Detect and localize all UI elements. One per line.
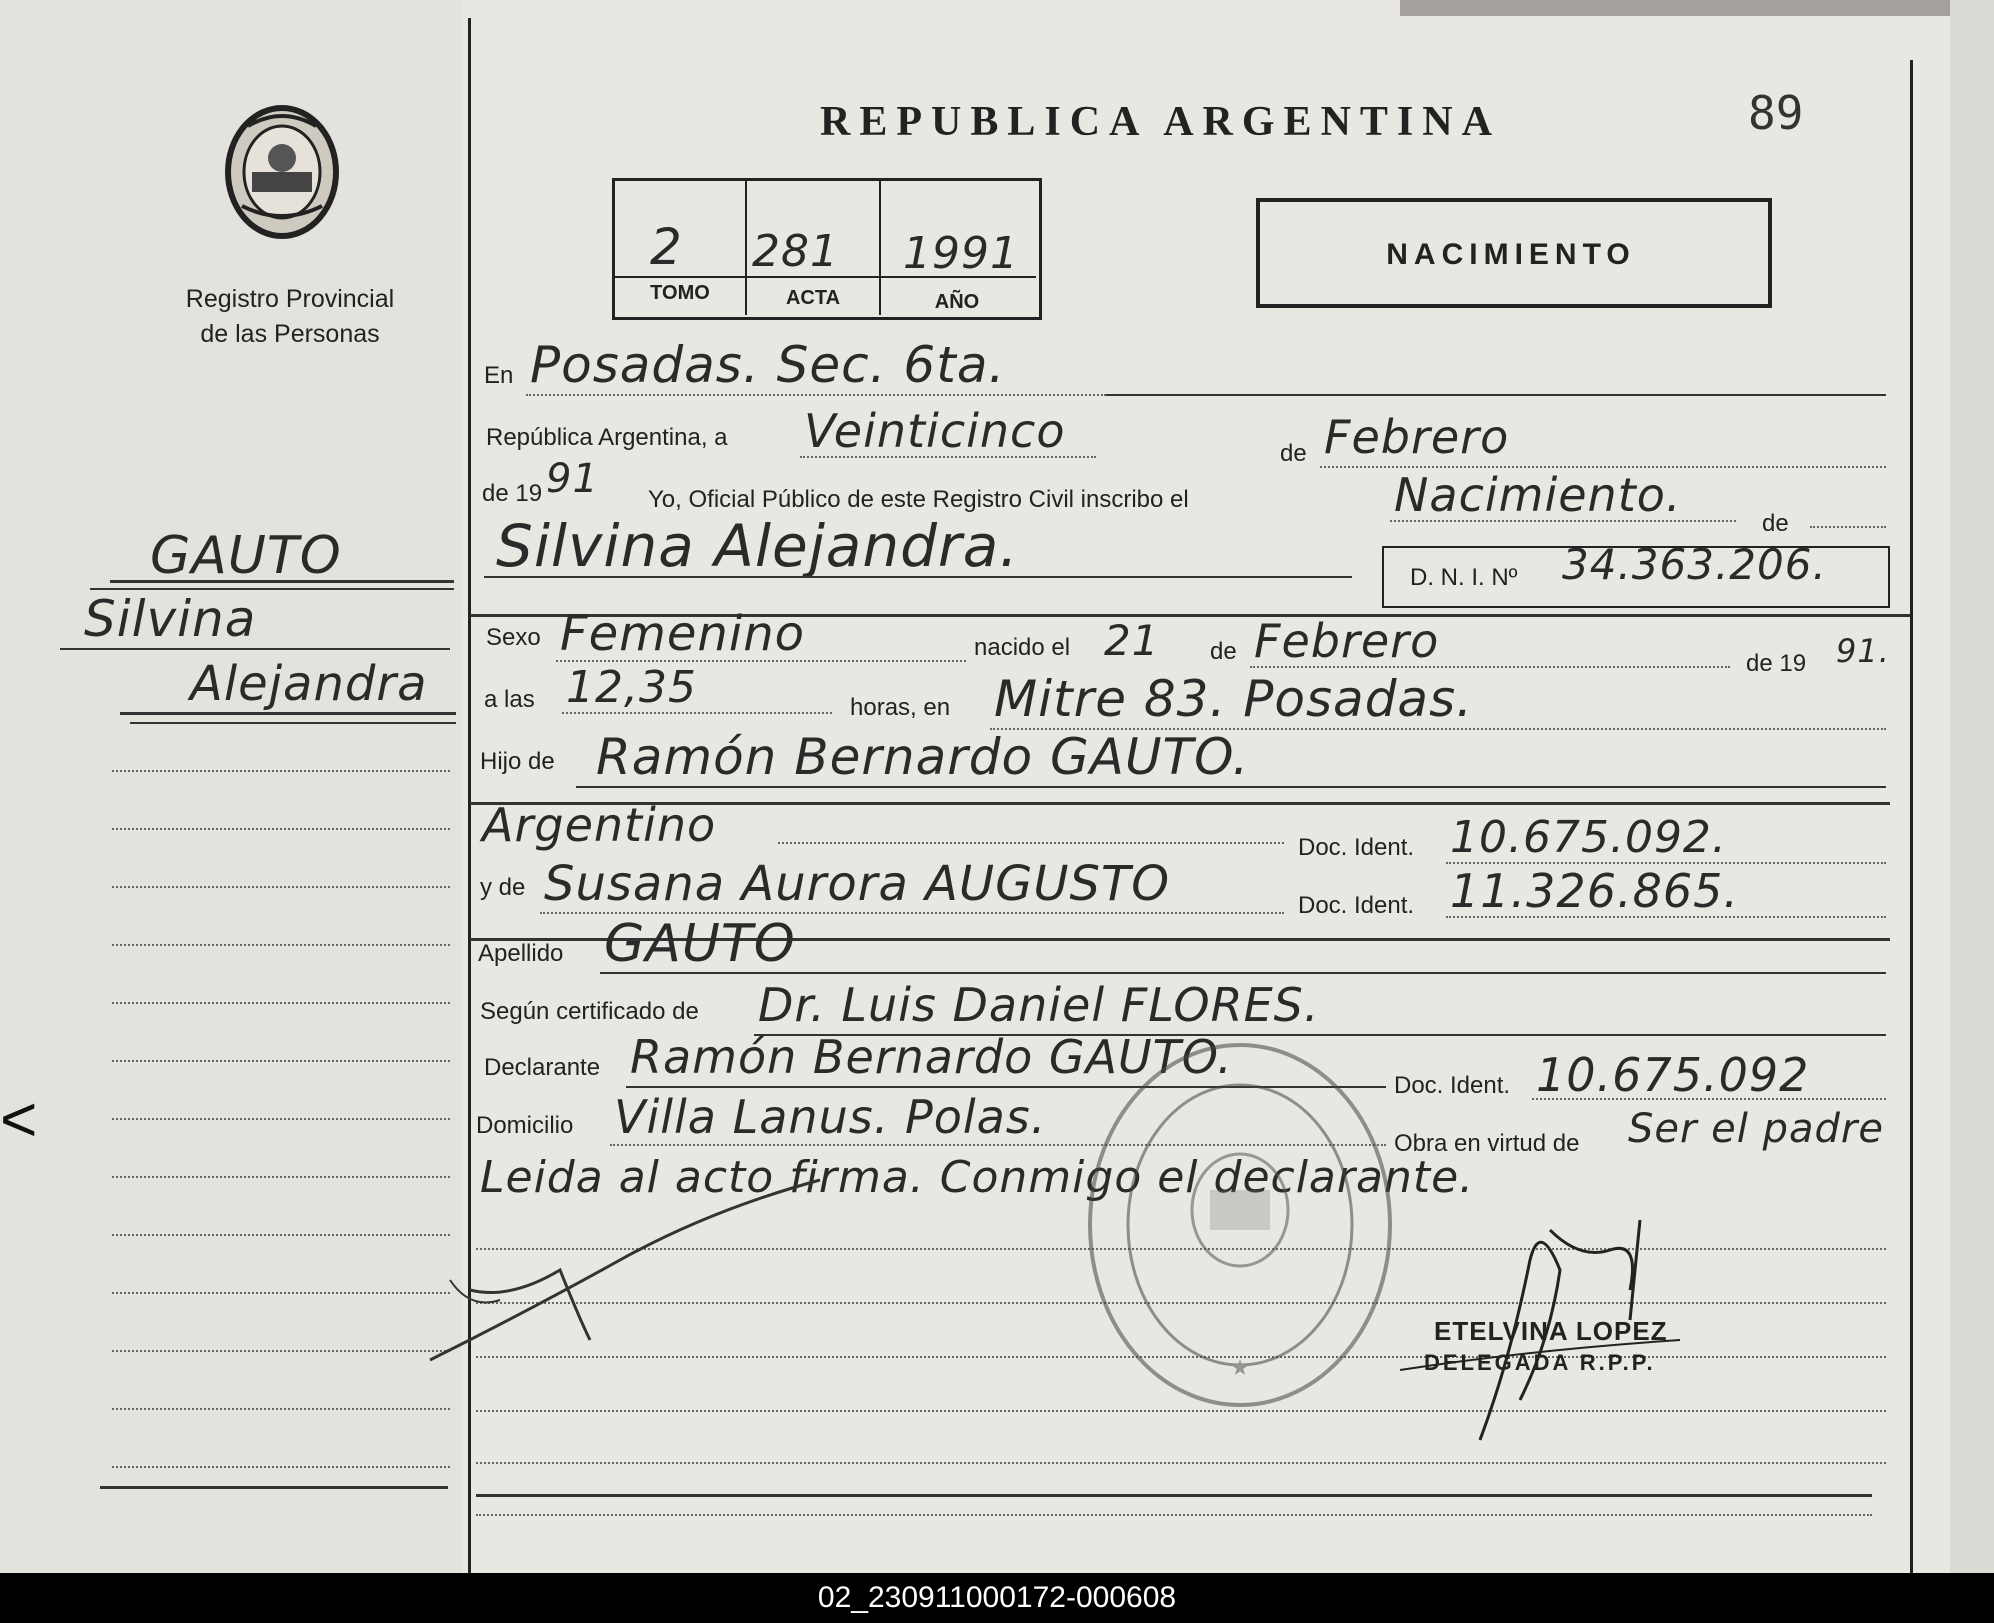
margin-blank-line [112, 828, 450, 830]
nacido-label: nacido el [974, 634, 1071, 661]
field-line [1106, 394, 1886, 396]
registry-line2: de las Personas [200, 320, 380, 348]
closing-text: Leida al acto firma. Conmigo el declarante. [480, 1152, 1475, 1203]
margin-blank-line [112, 1350, 450, 1352]
en-label: En [484, 362, 514, 389]
declarante-value: Ramón Bernardo GAUTO. [630, 1030, 1233, 1084]
mother-name: Susana Aurora AUGUSTO [544, 856, 1171, 912]
margin-blank-line [112, 886, 450, 888]
margin-blank-line [112, 1408, 450, 1410]
inscribo-value: Nacimiento. [1394, 468, 1682, 522]
right-border [1910, 60, 1913, 1573]
field-line [576, 786, 1886, 788]
mother-doc: 11.326.865. [1450, 864, 1739, 918]
child-name: Silvina Alejandra. [496, 512, 1019, 580]
hijo-label: Hijo de [480, 748, 555, 775]
field-line [1250, 666, 1730, 668]
margin-blank-line [112, 1234, 450, 1236]
field-line [1390, 520, 1736, 522]
domicilio-label: Domicilio [476, 1112, 574, 1139]
father-doc: 10.675.092. [1450, 812, 1727, 863]
horas-label: horas, en [850, 694, 951, 721]
margin-first-name: Silvina [84, 590, 257, 648]
field-line [800, 456, 1096, 458]
sexo-value: Femenino [560, 606, 805, 662]
margin-blank-line [112, 1466, 450, 1468]
domicilio-value: Villa Lanus. Polas. [614, 1090, 1047, 1144]
declarant-signature [410, 1170, 830, 1370]
father-doc-label: Doc. Ident. [1298, 834, 1415, 861]
acta-label: ACTA [785, 287, 841, 309]
birth-time: 12,35 [566, 662, 697, 713]
binding-shadow [1400, 0, 1994, 16]
father-name: Ramón Bernardo GAUTO. [596, 728, 1250, 786]
declarante-doc: 10.675.092 [1536, 1048, 1810, 1102]
month-written: Febrero [1324, 410, 1510, 464]
margin-middle-name: Alejandra [190, 656, 428, 712]
en-value: Posadas. Sec. 6ta. [530, 336, 1006, 394]
yo-text: Yo, Oficial Público de este Registro Civil inscribo el [648, 486, 1189, 513]
blank-line [476, 1462, 1886, 1464]
margin-blank-line [112, 1060, 450, 1062]
image-id-bar: 02_230911000172-000608 [0, 1573, 1994, 1623]
margin-blank-line [112, 1176, 450, 1178]
de-label-1: de [1280, 440, 1307, 467]
anio-value: 1991 [903, 228, 1019, 279]
margin-blank-line [112, 1118, 450, 1120]
blank-line [476, 1514, 1872, 1516]
page-edge [1950, 0, 1994, 1573]
field-line [1810, 526, 1886, 528]
republica-label: República Argentina, a [486, 424, 728, 451]
field-line [1446, 916, 1886, 918]
certificado-value: Dr. Luis Daniel FLORES. [758, 978, 1320, 1032]
margin-rule [120, 712, 456, 715]
margin-blank-line [112, 1002, 450, 1004]
segun-label: Según certificado de [480, 998, 699, 1025]
record-type: NACIMIENTO [1386, 238, 1636, 271]
provincial-emblem [212, 96, 352, 246]
margin-rule [100, 1486, 448, 1489]
margin-blank-line [112, 1292, 450, 1294]
acta-value: 281 [752, 226, 839, 277]
binding-mark: < [0, 1083, 38, 1155]
official-title: DELEGADA R.P.P. [1424, 1350, 1656, 1375]
official-seal [1070, 1030, 1410, 1420]
de-label-3: de [1210, 638, 1237, 665]
svg-text:★: ★ [1230, 1356, 1250, 1381]
declarante-label: Declarante [484, 1054, 601, 1081]
section-rule [476, 1494, 1872, 1497]
de-label-2: de [1762, 510, 1789, 537]
dni-label: D. N. I. Nº [1410, 564, 1518, 591]
birth-month: Febrero [1254, 614, 1440, 668]
de19-label-2: de 19 [1746, 650, 1807, 677]
y-de-label: y de [480, 874, 526, 901]
anio-label: AÑO [934, 291, 980, 313]
day-written: Veinticinco [804, 404, 1066, 458]
sexo-label: Sexo [486, 624, 541, 651]
margin-blank-line [112, 944, 450, 946]
field-line [600, 972, 1886, 974]
apellido-value: GAUTO [604, 914, 796, 974]
birth-year-suffix: 91. [1836, 632, 1890, 670]
dni-value: 34.363.206. [1562, 540, 1827, 589]
tomo-value: 2 [650, 218, 683, 276]
country-title: REPUBLICA ARGENTINA [820, 99, 1501, 145]
obra-label: Obra en virtud de [1394, 1130, 1580, 1157]
margin-blank-line [112, 770, 450, 772]
margin-rule [60, 648, 450, 650]
field-line [562, 712, 832, 714]
field-line [1532, 1098, 1886, 1100]
field-line [484, 576, 1352, 578]
mother-doc-label: Doc. Ident. [1298, 892, 1415, 919]
year-suffix: 91 [546, 456, 599, 502]
birth-day: 21 [1104, 616, 1160, 665]
tomo-label: TOMO [650, 282, 710, 304]
field-line [526, 394, 1106, 396]
registry-line1: Registro Provincial [185, 285, 395, 313]
de19-label: de 19 [482, 480, 543, 507]
apellido-label: Apellido [478, 940, 564, 967]
page-number: 89 [1748, 86, 1804, 140]
margin-surname: GAUTO [150, 526, 342, 586]
field-line [778, 842, 1284, 844]
father-nationality: Argentino [482, 798, 717, 852]
official-name: ETELVINA LOPEZ [1434, 1316, 1668, 1346]
margin-rule [130, 722, 456, 724]
birth-place: Mitre 83. Posadas. [994, 670, 1474, 728]
obra-value: Ser el padre [1628, 1106, 1884, 1152]
a-las-label: a las [484, 686, 535, 713]
margin-rule [110, 580, 454, 583]
declarante-doc-label: Doc. Ident. [1394, 1072, 1511, 1099]
